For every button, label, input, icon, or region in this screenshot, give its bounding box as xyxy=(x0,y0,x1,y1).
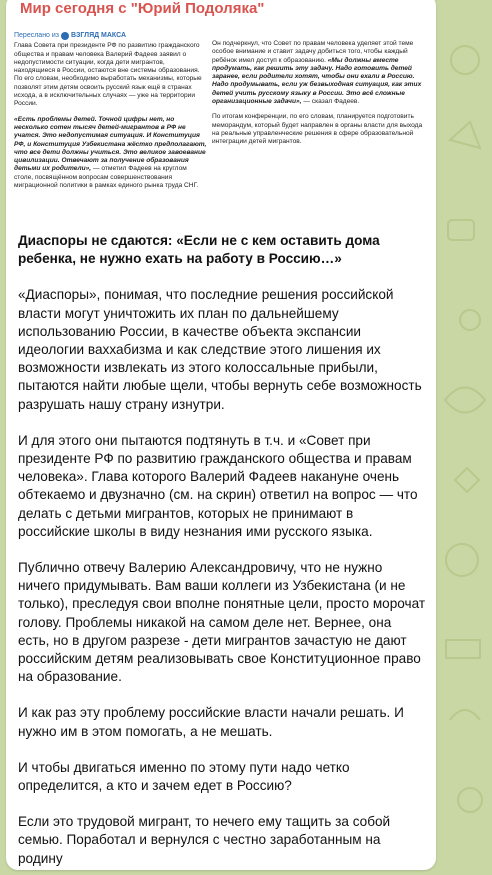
screenshot-paragraph xyxy=(212,40,430,106)
channel-name[interactable]: Мир сегодня с "Юрий Подоляка" xyxy=(20,0,265,17)
screenshot-text: Он подчеркнул, что Совет по правам человека уделяет этой теме особое внимание и ставит задачу добиться того, чтобы каждый ребёнок имел доступ к образованию. xyxy=(212,40,414,64)
globe-icon xyxy=(61,32,69,40)
forwarded-label: Переслано из xyxy=(14,32,60,39)
screenshot-quote-attribution: — отметил Фадеев на круглом столе, посвящённом вопросам совершенствования миграционной политики в рамках единого рынка труда СНГ. xyxy=(14,165,199,190)
screenshot-quote: «Мы должны вместе продумать, как решить эту задачу. Надо готовить детей заранее, если родители хотят, чтобы они ехали в Россию. Надо продумывать, если уж безвыходная ситуация, как этих детей учить русскому языку в России. Это всё сложные организационные задачи», xyxy=(212,56,422,106)
forwarded-from-line[interactable] xyxy=(14,32,207,40)
screenshot-paragraph: По итогам конференции, по его словам, планируется подготовить меморандум, который будет направлен в органы власти для выхода на реальные управленческие решения в сфере образовательной интеграции детей мигрантов. xyxy=(212,113,423,146)
message-bubble xyxy=(6,0,436,870)
post-paragraph: «Диаспоры», понимая, что последние решения российской власти могут уничтожить их план по дальнейшему использованию России, в качестве объекта экспансии идеологии ваххабизма и как следствие этого лишения их возможности извлекать из этого колоссальные прибыли, пытаются найти любые щели, чтобы вернуть себе возможность разрушать нашу страну изнутри. xyxy=(18,287,422,412)
screenshot-right-column xyxy=(212,40,430,154)
forwarded-source[interactable]: ВЗГЛЯД МАКСА xyxy=(71,32,127,39)
screenshot-paragraph: Глава Совета при президенте РФ по развитию гражданского общества и правам человека Валерий Фадеев заявил о недопустимости ситуации, когда дети мигрантов, находящиеся в России, остаются вне системы образования. По его словам, необходимо выработать механизмы, которые позволят этим детям освоить русский язык ещё в странах исхода, а в исключительных случаях — уже на территории России. xyxy=(14,42,202,108)
post-paragraph: И чтобы двигаться именно по этому пути надо четко определится, а кто и зачем едет в Россию? xyxy=(18,759,350,794)
post-paragraph: И как раз эту проблему российские власти начали решать. И нужно им в этом помогать, а не мешать. xyxy=(18,705,404,739)
screenshot-quote-attribution: — сказал Фадеев. xyxy=(301,98,360,106)
forwarded-screenshot-image[interactable] xyxy=(14,32,432,220)
screenshot-left-column xyxy=(14,32,207,197)
screenshot-quote: «Есть проблемы детей. Точной цифры нет, но несколько сотен тысяч детей-мигрантов в РФ не учатся. Это недопустимая ситуация. И Конституция РФ, и Конституция Узбекистана жёстко предполагают, что все дети должны учиться. Это великое завоевание цивилизации. Отвечают за получение образования детьми их родители», xyxy=(14,115,207,173)
post-paragraph: И для этого они пытаются подтянуть в т.ч. и «Совет при президенте РФ по развитию гражданского общества и правам человека». Глава которого Валерий Фадеев накануне очень обтекаемо и двузначно (см. на скрин) ответил на вопрос — что делать с детьми мигрантов, которых не принимают в российские школы в виду незнания ими русского языка. xyxy=(18,432,418,539)
post-heading: Диаспоры не сдаются: «Если не с кем оставить дома ребенка, не нужно ехать на работу в Россию…» xyxy=(18,233,380,267)
screenshot-quote-paragraph xyxy=(14,116,207,191)
message-text xyxy=(18,232,426,870)
post-paragraph: Если это трудовой мигрант, то нечего ему тащить за собой семью. Поработал и вернулся с честно заработанным на родину xyxy=(18,814,391,866)
post-paragraph: Публично отвечу Валерию Александровичу, что не нужно ничего придумывать. Вам ваши коллеги из Узбекистана (и не только), преследуя свои вполне понятные цели, просто морочат голову. Проблемы никакой на самом деле нет. Вернее, она есть, но в другом разрезе - дети мигрантов зачастую не дают российским детям реализовывать свое Конституционное право на образование. xyxy=(18,560,426,685)
